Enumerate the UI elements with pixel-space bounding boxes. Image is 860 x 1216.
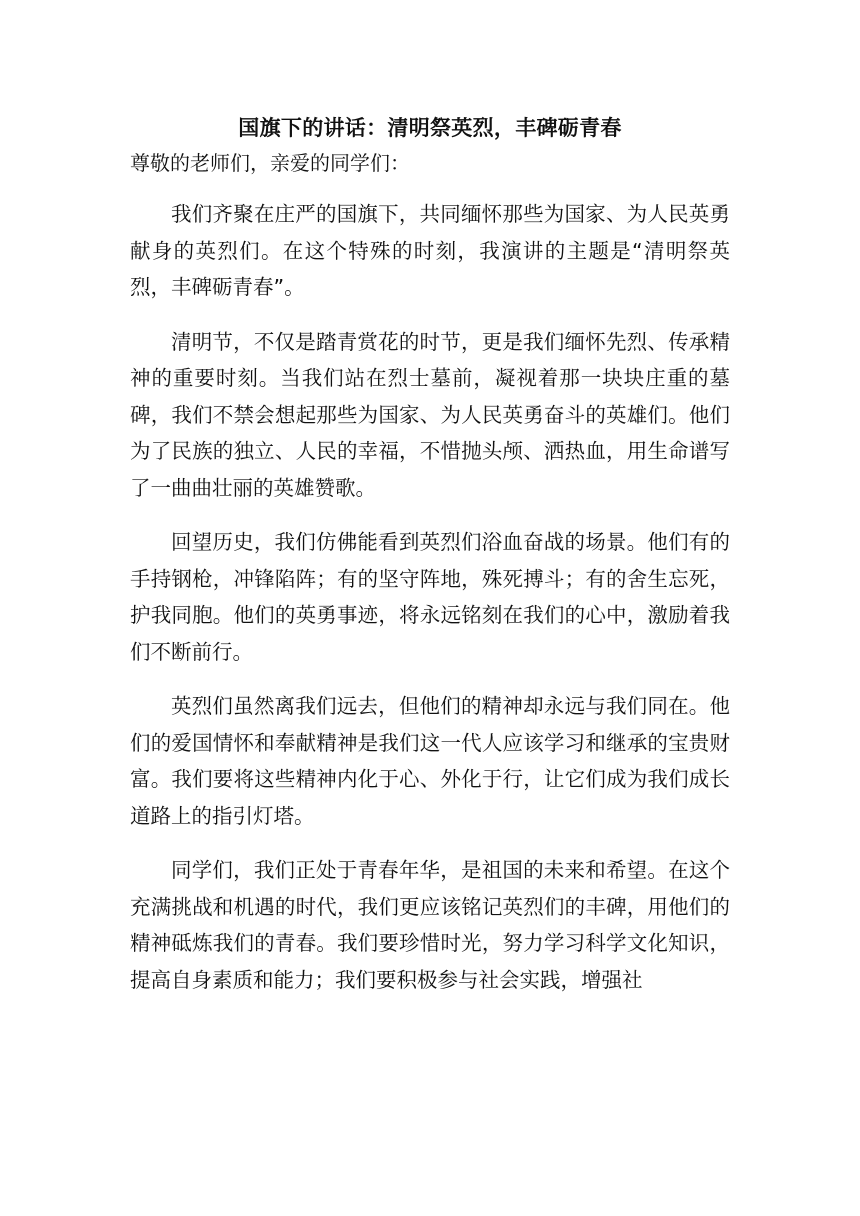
paragraph-3: 回望历史，我们仿佛能看到英烈们浴血奋战的场景。他们有的手持钢枪，冲锋陷阵；有的坚守阵地，殊死搏斗；有的舍生忘死，护我同胞。他们的英勇事迹，将永远铭刻在我们的心中，激励着我们不断前行。 — [130, 530, 730, 664]
paragraph-2: 清明节，不仅是踏青赏花的时节，更是我们缅怀先烈、传承精神的重要时刻。当我们站在烈士墓前，凝视着那一块块庄重的墓碑，我们不禁会想起那些为国家、为人民英勇奋斗的英雄们。他们为了民族的独立、人民的幸福，不惜抛头颅、洒热血，用生命谱写了一曲曲壮丽的英雄赞歌。 — [130, 329, 730, 500]
paragraph-1: 我们齐聚在庄严的国旗下，共同缅怀那些为国家、为人民英勇献身的英烈们。在这个特殊的时刻，我演讲的主题是“清明祭英烈，丰碑砺青春”。 — [130, 202, 730, 299]
document-title: 国旗下的讲话：清明祭英烈，丰碑砺青春 — [238, 116, 622, 140]
paragraph-5: 同学们，我们正处于青春年华，是祖国的未来和希望。在这个充满挑战和机遇的时代，我们更应该铭记英烈们的丰碑，用他们的精神砥炼我们的青春。我们要珍惜时光，努力学习科学文化知识，提高自身素质和能力；我们要积极参与社会实践，增强社 — [130, 858, 730, 992]
paragraph-4: 英烈们虽然离我们远去，但他们的精神却永远与我们同在。他们的爱国情怀和奉献精神是我们这一代人应该学习和继承的宝贵财富。我们要将这些精神内化于心、外化于行，让它们成为我们成长道路上的指引灯塔。 — [130, 694, 730, 828]
document-page — [130, 108, 730, 998]
greeting-line: 尊敬的老师们，亲爱的同学们： — [130, 151, 410, 175]
